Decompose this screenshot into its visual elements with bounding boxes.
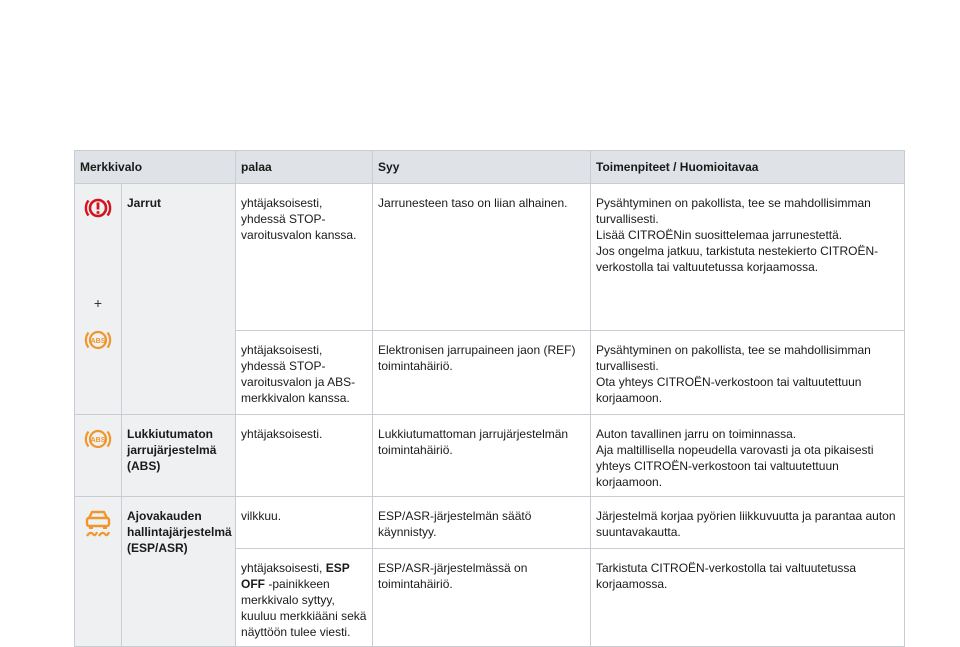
esp-state-pre: yhtäjaksoisesti, xyxy=(241,561,323,575)
esp-name: Ajovakauden hallintajärjestelmä (ESP/ASR) xyxy=(122,497,236,647)
table-row xyxy=(75,184,905,331)
brakes-cause-1: Jarrunesteen taso on liian alhainen. xyxy=(373,184,591,331)
svg-text:ABS: ABS xyxy=(90,436,106,444)
action-line: Lisää CITROËNin suosittelemaa jarrunestettä. xyxy=(596,228,843,242)
header-state: palaa xyxy=(236,151,373,184)
brakes-icon-cell xyxy=(75,184,122,415)
esp-skid-icon xyxy=(82,508,114,544)
esp-state-1: vilkkuu. xyxy=(236,497,373,549)
svg-text:ABS: ABS xyxy=(90,337,106,345)
abs-icon-cell xyxy=(75,415,122,497)
action-line: Auton tavallinen jarru on toiminnassa. xyxy=(596,427,797,441)
header-indicator: Merkkivalo xyxy=(75,151,236,184)
header-cause: Syy xyxy=(373,151,591,184)
table-header-row xyxy=(75,151,905,184)
esp-action-2: Tarkistuta CITROËN-verkostolla tai valtuutetussa korjaamossa. xyxy=(591,549,905,647)
table-row xyxy=(75,497,905,549)
esp-cause-2: ESP/ASR-järjestelmässä on toimintahäiriö. xyxy=(373,549,591,647)
abs-icon xyxy=(83,327,113,357)
esp-off-label: ESP OFF xyxy=(241,561,350,591)
abs-state: yhtäjaksoisesti. xyxy=(236,415,373,497)
abs-name: Lukkiutumaton jarrujärjestelmä (ABS) xyxy=(122,415,236,497)
brakes-action-2 xyxy=(591,331,905,415)
plus-sign: + xyxy=(93,295,103,311)
abs-action xyxy=(591,415,905,497)
esp-action-1: Järjestelmä korjaa pyörien liikkuvuutta ja parantaa auton suuntavakautta. xyxy=(591,497,905,549)
action-line: Jos ongelma jatkuu, tarkistuta nestekierto CITROËN-verkostolla tai valtuutetussa korjaamossa. xyxy=(596,244,879,274)
action-line: Ota yhteys CITROËN-verkostoon tai valtuutettuun korjaamoon. xyxy=(596,375,862,405)
warning-lights-table xyxy=(74,150,905,647)
esp-cause-1: ESP/ASR-järjestelmän säätö käynnistyy. xyxy=(373,497,591,549)
header-action: Toimenpiteet / Huomioitavaa xyxy=(591,151,905,184)
abs-cause: Lukkiutumattoman jarrujärjestelmän toimintahäiriö. xyxy=(373,415,591,497)
esp-state-2 xyxy=(236,549,373,647)
brakes-action-1 xyxy=(591,184,905,331)
brakes-cause-2: Elektronisen jarrupaineen jaon (REF) toimintahäiriö. xyxy=(373,331,591,415)
esp-icon-cell xyxy=(75,497,122,647)
action-line: Pysähtyminen on pakollista, tee se mahdollisimman turvallisesti. xyxy=(596,196,871,226)
abs-icon xyxy=(83,426,113,456)
action-line: Pysähtyminen on pakollista, tee se mahdollisimman turvallisesti. xyxy=(596,343,871,373)
brakes-name: Jarrut xyxy=(122,184,236,415)
brakes-state-2: yhtäjaksoisesti, yhdessä STOP-varoitusvalon ja ABS-merkkivalon kanssa. xyxy=(236,331,373,415)
table-row xyxy=(75,415,905,497)
brakes-state-1: yhtäjaksoisesti, yhdessä STOP-varoitusvalon kanssa. xyxy=(236,184,373,331)
brake-warning-icon xyxy=(83,195,113,225)
action-line: Aja maltillisella nopeudella varovasti ja ota pikaisesti yhteys CITROËN-verkostoon tai valtuutettuun korjaamoon. xyxy=(596,443,874,489)
esp-state-post: -painikkeen merkkivalo syttyy, kuuluu merkkiääni sekä näyttöön tulee viesti. xyxy=(241,577,367,639)
